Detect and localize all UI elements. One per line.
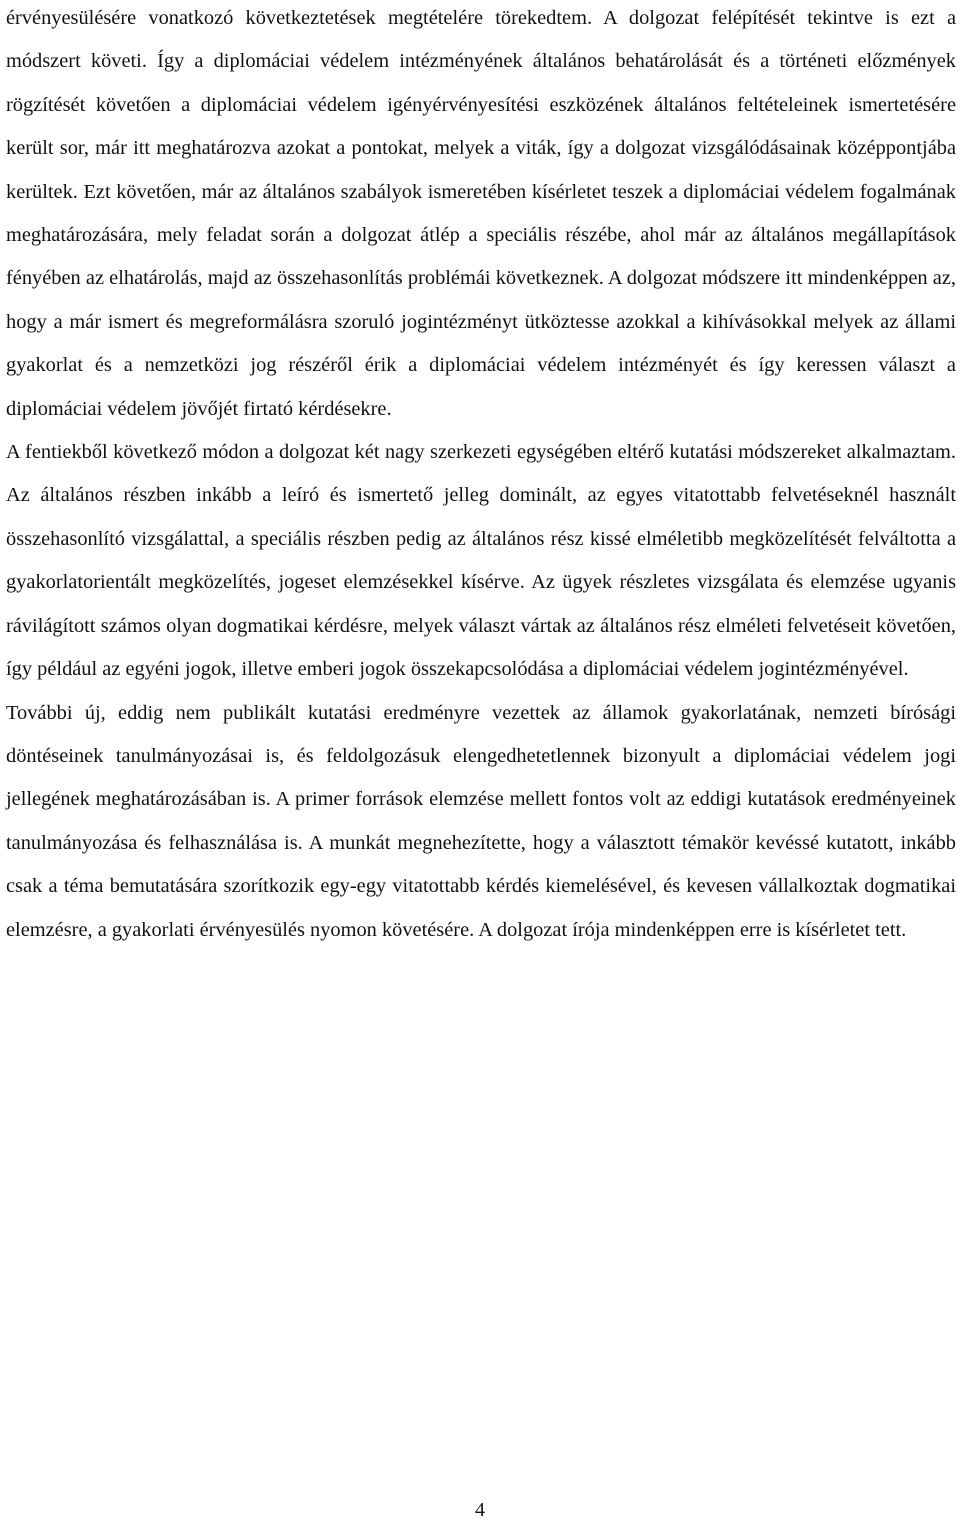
body-paragraph-2: A fentiekből következő módon a dolgozat két nagy szerkezeti egységében eltérő kutatási módszereket alkalmaztam. Az általános részben inkább a leíró és ismertető jelleg dominált, az egyes vitatottabb felvetéseknél használt összehasonlító vizsgálattal, a speciális részben pedig az általános rész kissé elméletibb megközelítését felváltotta a gyakorlatorientált megközelítés, jogeset elemzésekkel kísérve. Az ügyek részletes vizsgálata és elemzése ugyanis rávilágított számos olyan dogmatikai kérdésre, melyek választ vártak az általános rész elméleti felvetéseit követően, így például az egyéni jogok, illetve emberi jogok összekapcsolódása a diplomáciai védelem jogintézményével. — [6, 441, 956, 681]
document-page — [6, 0, 956, 952]
page-number: 4 — [475, 1499, 485, 1521]
body-paragraph-1: érvényesülésére vonatkozó következtetések megtételére törekedtem. A dolgozat felépítését tekintve is ezt a módszert követi. Így a diplomáciai védelem intézményének általános behatárolását és a történeti előzmények rögzítését követően a diplomáciai védelem igényérvényesítési eszközének általános feltételeinek ismertetésére került sor, már itt meghatározva azokat a pontokat, melyek a viták, így a dolgozat vizsgálódásainak középpontjába kerültek. Ezt követően, már az általános szabályok ismeretében kísérletet teszek a diplomáciai védelem fogalmának meghatározására, mely feladat során a dolgozat átlép a speciális részébe, ahol már az általános megállapítások fényében az elhatárolás, majd az összehasonlítás problémái következnek. A dolgozat módszere itt mindenképpen az, hogy a már ismert és megreformálásra szoruló jogintézményt ütköztesse azokkal a kihívásokkal melyek az állami gyakorlat és a nemzetközi jog részéről érik a diplomáciai védelem intézményét és így keressen választ a diplomáciai védelem jövőjét firtató kérdésekre. — [6, 7, 956, 420]
body-paragraph-3: További új, eddig nem publikált kutatási eredményre vezettek az államok gyakorlatának, nemzeti bírósági döntéseinek tanulmányozásai is, és feldolgozásuk elengedhetetlennek bizonyult a diplomáciai védelem jogi jellegének meghatározásában is. A primer források elemzése mellett fontos volt az eddigi kutatások eredményeinek tanulmányozása és felhasználása is. A munkát megnehezítette, hogy a választott témakör kevéssé kutatott, inkább csak a téma bemutatására szorítkozik egy-egy vitatottabb kérdés kiemelésével, és kevesen vállalkoztak dogmatikai elemzésre, a gyakorlati érvényesülés nyomon követésére. A dolgozat írója mindenképpen erre is kísérletet tett. — [6, 701, 956, 941]
